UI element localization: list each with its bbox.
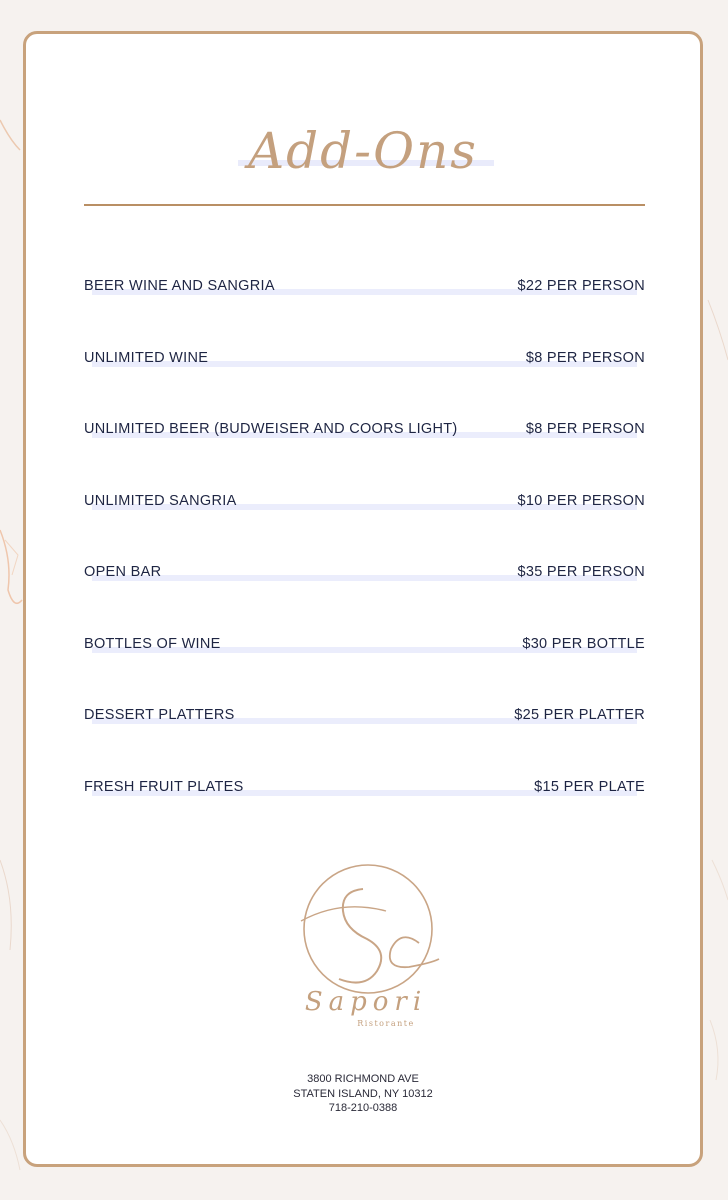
menu-item-price: $8 PER PERSON <box>525 421 645 437</box>
menu-item-price: $8 PER PERSON <box>525 349 645 366</box>
menu-item <box>84 708 645 780</box>
menu-item <box>84 494 645 566</box>
menu-item <box>84 422 645 494</box>
menu-item-name: UNLIMITED WINE <box>84 349 209 366</box>
menu-item-price: $25 PER PLATTER <box>514 707 645 723</box>
divider <box>84 204 645 206</box>
menu-item <box>84 565 645 637</box>
logo-name: Sapori <box>304 987 428 1017</box>
menu-item-name: UNLIMITED BEER (BUDWEISER AND COORS LIGHT) <box>84 421 458 437</box>
menu-item-price: $10 PER PERSON <box>517 492 645 509</box>
phone-number: 718-210-0388 <box>328 1102 398 1114</box>
menu-item-price: $22 PER PERSON <box>517 278 645 294</box>
menu-item-price: $35 PER PERSON <box>517 564 645 580</box>
menu-item-name: FRESH FRUIT PLATES <box>84 778 244 795</box>
menu-item <box>84 780 645 852</box>
page-title: Add-Ons <box>248 122 478 180</box>
menu-item-name: BEER WINE AND SANGRIA <box>84 278 275 294</box>
menu-item-name: DESSERT PLATTERS <box>84 707 235 723</box>
menu-list <box>84 279 645 851</box>
menu-item-name: UNLIMITED SANGRIA <box>84 492 237 509</box>
address-city: STATEN ISLAND, NY 10312 <box>293 1087 433 1100</box>
menu-card <box>23 31 703 1167</box>
logo-subtitle: Ristorante <box>357 1019 415 1028</box>
menu-item-name: OPEN BAR <box>84 564 162 580</box>
menu-item-price: $15 PER PLATE <box>534 778 645 795</box>
menu-item-name: BOTTLES OF WINE <box>84 635 221 652</box>
menu-item <box>84 279 645 351</box>
menu-item <box>84 637 645 709</box>
menu-item <box>84 351 645 423</box>
address-block <box>26 1072 700 1116</box>
menu-item-price: $30 PER BOTTLE <box>522 635 645 652</box>
address-street: 3800 RICHMOND AVE <box>307 1073 419 1085</box>
sapori-logo <box>281 859 451 1034</box>
